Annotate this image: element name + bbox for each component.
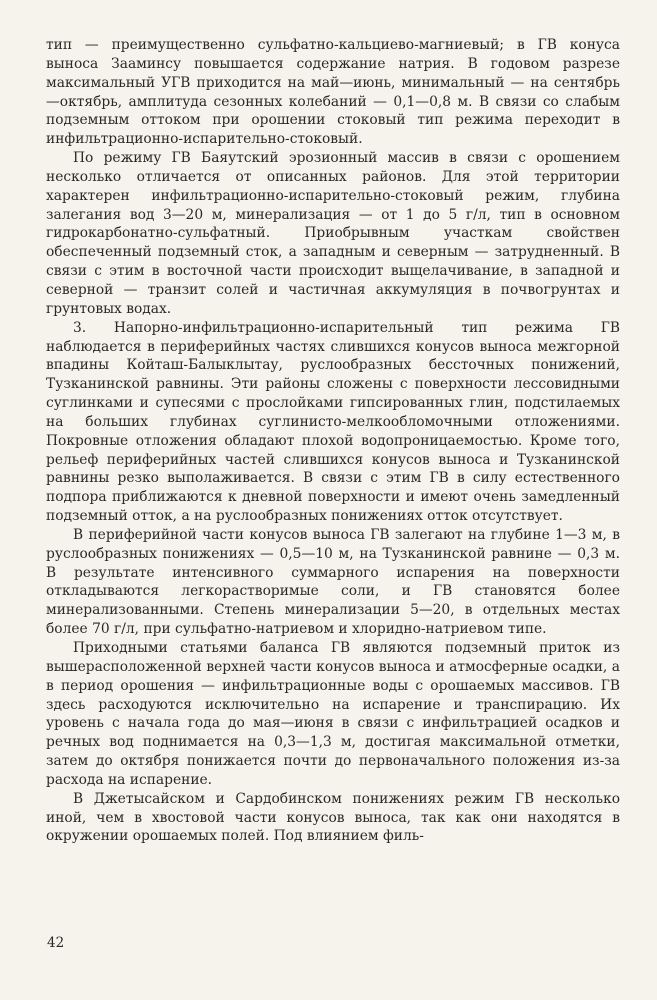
paragraph-6: В Джетысайском и Сардобинском понижениях режим ГВ несколько иной, чем в хвостовой части конусов выноса, так как они находятся в окружении орошаемых полей. Под влиянием филь- xyxy=(46,790,620,845)
paragraph-5: Приходными статьями баланса ГВ являются подземный приток из вышерасположенной верхней части конусов выноса и атмосферные осадки, а в период орошения — инфильтрационные воды с орошаемых массивов. ГВ здесь расходуются исключительно на испарение и транспирацию. Их уровень с начала года до мая—июня в связи с инфильтрацией осадков и речных вод поднимается на 0,3—1,3 м, достигая максимальной отметки, затем до октября понижается почти до первоначального положения из-за расхода на испарение. xyxy=(46,640,620,788)
paragraph-1: тип — преимущественно сульфатно-кальциево-магниевый; в ГВ конуса выноса Зааминсу повышается содержание натрия. В годовом разрезе максимальный УГВ приходится на май—июнь, минимальный — на сентябрь—октябрь, амплитуда сезонных колебаний — 0,1—0,8 м. В связи со слабым подземным оттоком при орошении стоковый тип режима переходит в инфильтрационно-испарительно-стоковый. xyxy=(46,37,620,148)
paragraph-3: 3. Напорно-инфильтрационно-испарительный тип режима ГВ наблюдается в периферийных частях слившихся конусов выноса межгорной впадины Койташ-Балыклытау, руслообразных бессточных понижений, Тузканинской равнины. Эти районы сложены с поверхности лессовидными суглинками и супесями с прослойками гипсированных глин, подстилаемых на больших глубинах суглинисто-мелкообломочными отложениями. Покровные отложения обладают плохой водопроницаемостью. Кроме того, рельеф периферийных частей слившихся конусов выноса и Тузканинской равнины резко выполаживается. В связи с этим ГВ в силу естественного подпора приближаются к дневной поверхности и имеют очень замедленный подземный отток, а на руслообразных понижениях отток отсутствует. xyxy=(46,319,620,525)
page-number: 42 xyxy=(47,935,65,951)
body-text xyxy=(46,36,620,846)
paragraph-2: По режиму ГВ Баяутский эрозионный массив в связи с орошением несколько отличается от описанных районов. Для этой территории характерен инфильтрационно-испарительно-стоковый режим, глубина залегания вод 3—20 м, минерализация — от 1 до 5 г/л, тип в основном гидрокарбонатно-сульфатный. Приобрывным участкам свойствен обеспеченный подземный сток, а западным и северным — затрудненный. В связи с этим в восточной части происходит выщелачивание, в западной и северной — транзит солей и частичная аккумуляция в почвогрунтах и грунтовых водах. xyxy=(46,150,620,317)
paragraph-4: В периферийной части конусов выноса ГВ залегают на глубине 1—3 м, в руслообразных понижениях — 0,5—10 м, на Тузканинской равнине — 0,3 м. В результате интенсивного суммарного испарения на поверхности откладываются легкорастворимые соли, и ГВ становятся более минерализованными. Степень минерализации 5—20, в отдельных местах более 70 г/л, при сульфатно-натриевом и хлоридно-натриевом типе. xyxy=(46,526,620,638)
